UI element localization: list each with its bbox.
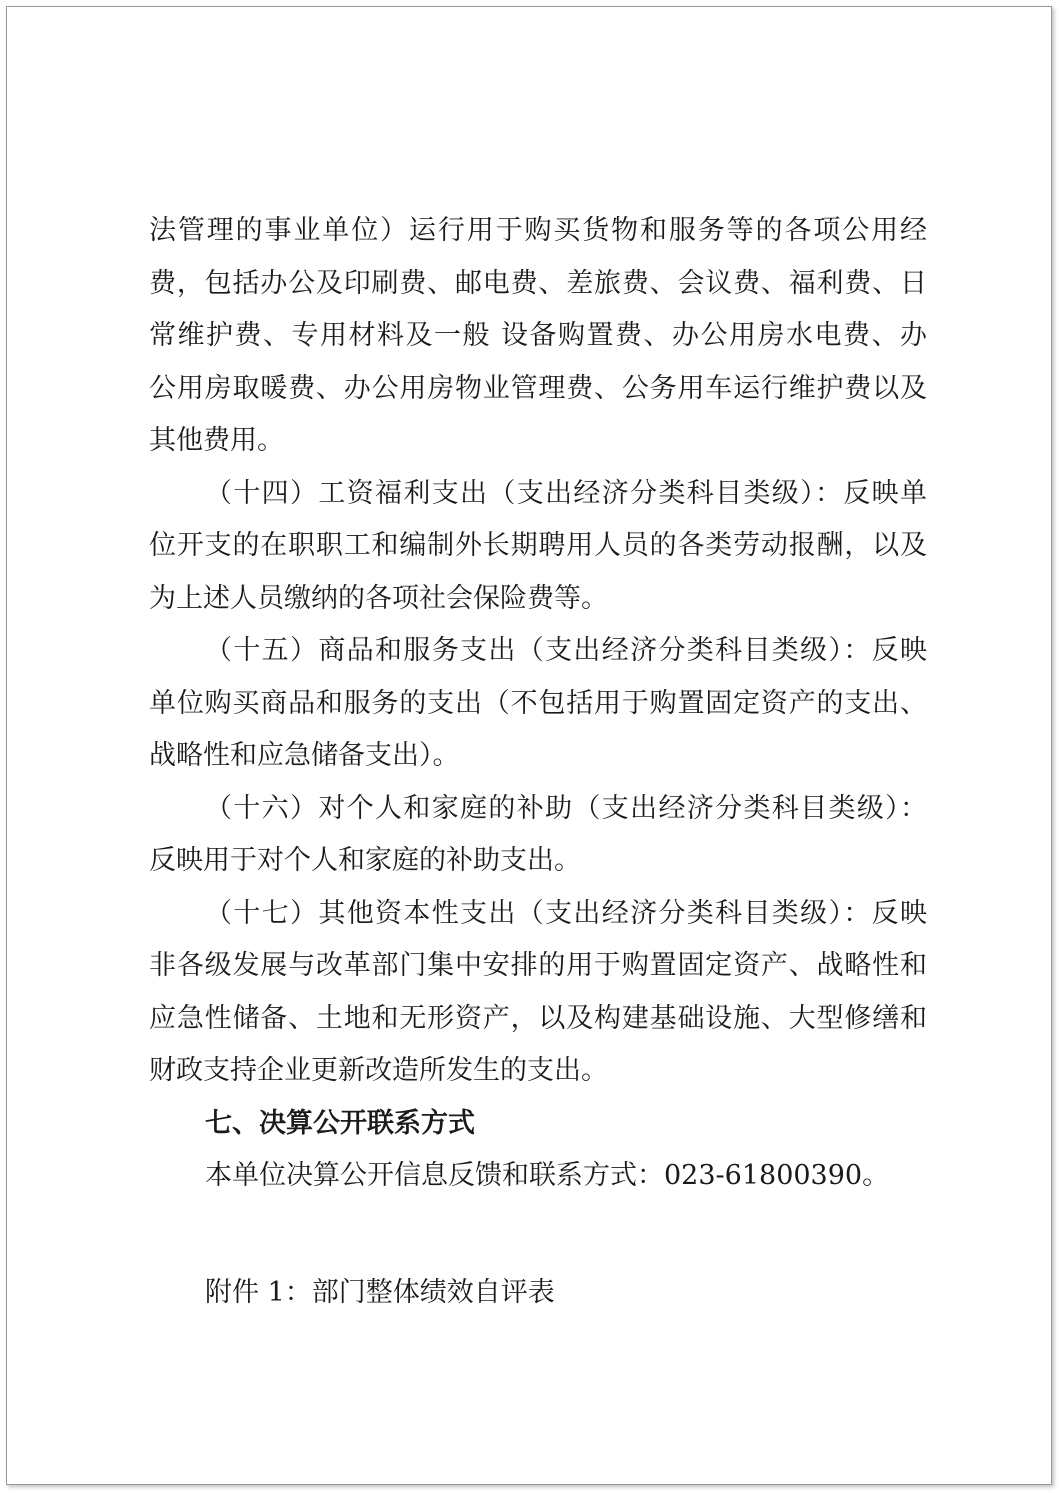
document-page — [6, 6, 1052, 1485]
text-line: 费，包括办公及印刷费、邮电费、差旅费、会议费、福利费、日 — [149, 267, 927, 299]
text-line: 财政支持企业更新改造所发生的支出。 — [149, 1055, 608, 1086]
text-line: 为上述人员缴纳的各项社会保险费等。 — [149, 582, 608, 614]
paragraph-16-start: （十六）对个人和家庭的补助（支出经济分类科目类级）： — [205, 792, 927, 824]
text-line: 应急性储备、土地和无形资产，以及构建基础设施、大型修缮和 — [149, 1002, 927, 1034]
paragraph-17-start: （十七）其他资本性支出（支出经济分类科目类级）：反映 — [205, 897, 927, 929]
text-line: 非各级发展与改革部门集中安排的用于购置固定资产、战略性和 — [149, 950, 927, 981]
text-line: 战略性和应急储备支出）。 — [149, 740, 460, 771]
attachment-line: 附件 1：部门整体绩效自评表 — [205, 1276, 555, 1308]
text-line: 法管理的事业单位）运行用于购买货物和服务等的各项公用经 — [149, 215, 927, 246]
text-line: 常维护费、专用材料及一般 设备购置费、办公用房水电费、办 — [149, 320, 927, 351]
document-body — [149, 205, 927, 1319]
text-line: 位开支的在职职工和编制外长期聘用人员的各类劳动报酬，以及 — [149, 530, 927, 561]
text-line: 单位购买商品和服务的支出（不包括用于购置固定资产的支出、 — [149, 687, 927, 719]
contact-line: 本单位决算公开信息反馈和联系方式：023-61800390。 — [205, 1160, 890, 1191]
section-heading: 七、决算公开联系方式 — [205, 1107, 475, 1139]
text-line: 公用房取暖费、办公用房物业管理费、公务用车运行维护费以及 — [149, 372, 927, 404]
text-line: 其他费用。 — [149, 425, 284, 456]
text-line: 反映用于对个人和家庭的补助支出。 — [149, 845, 581, 876]
paragraph-14-start: （十四）工资福利支出（支出经济分类科目类级）：反映单 — [205, 477, 927, 509]
spacer — [149, 1203, 927, 1267]
paragraph-15-start: （十五）商品和服务支出（支出经济分类科目类级）：反映 — [205, 635, 927, 666]
